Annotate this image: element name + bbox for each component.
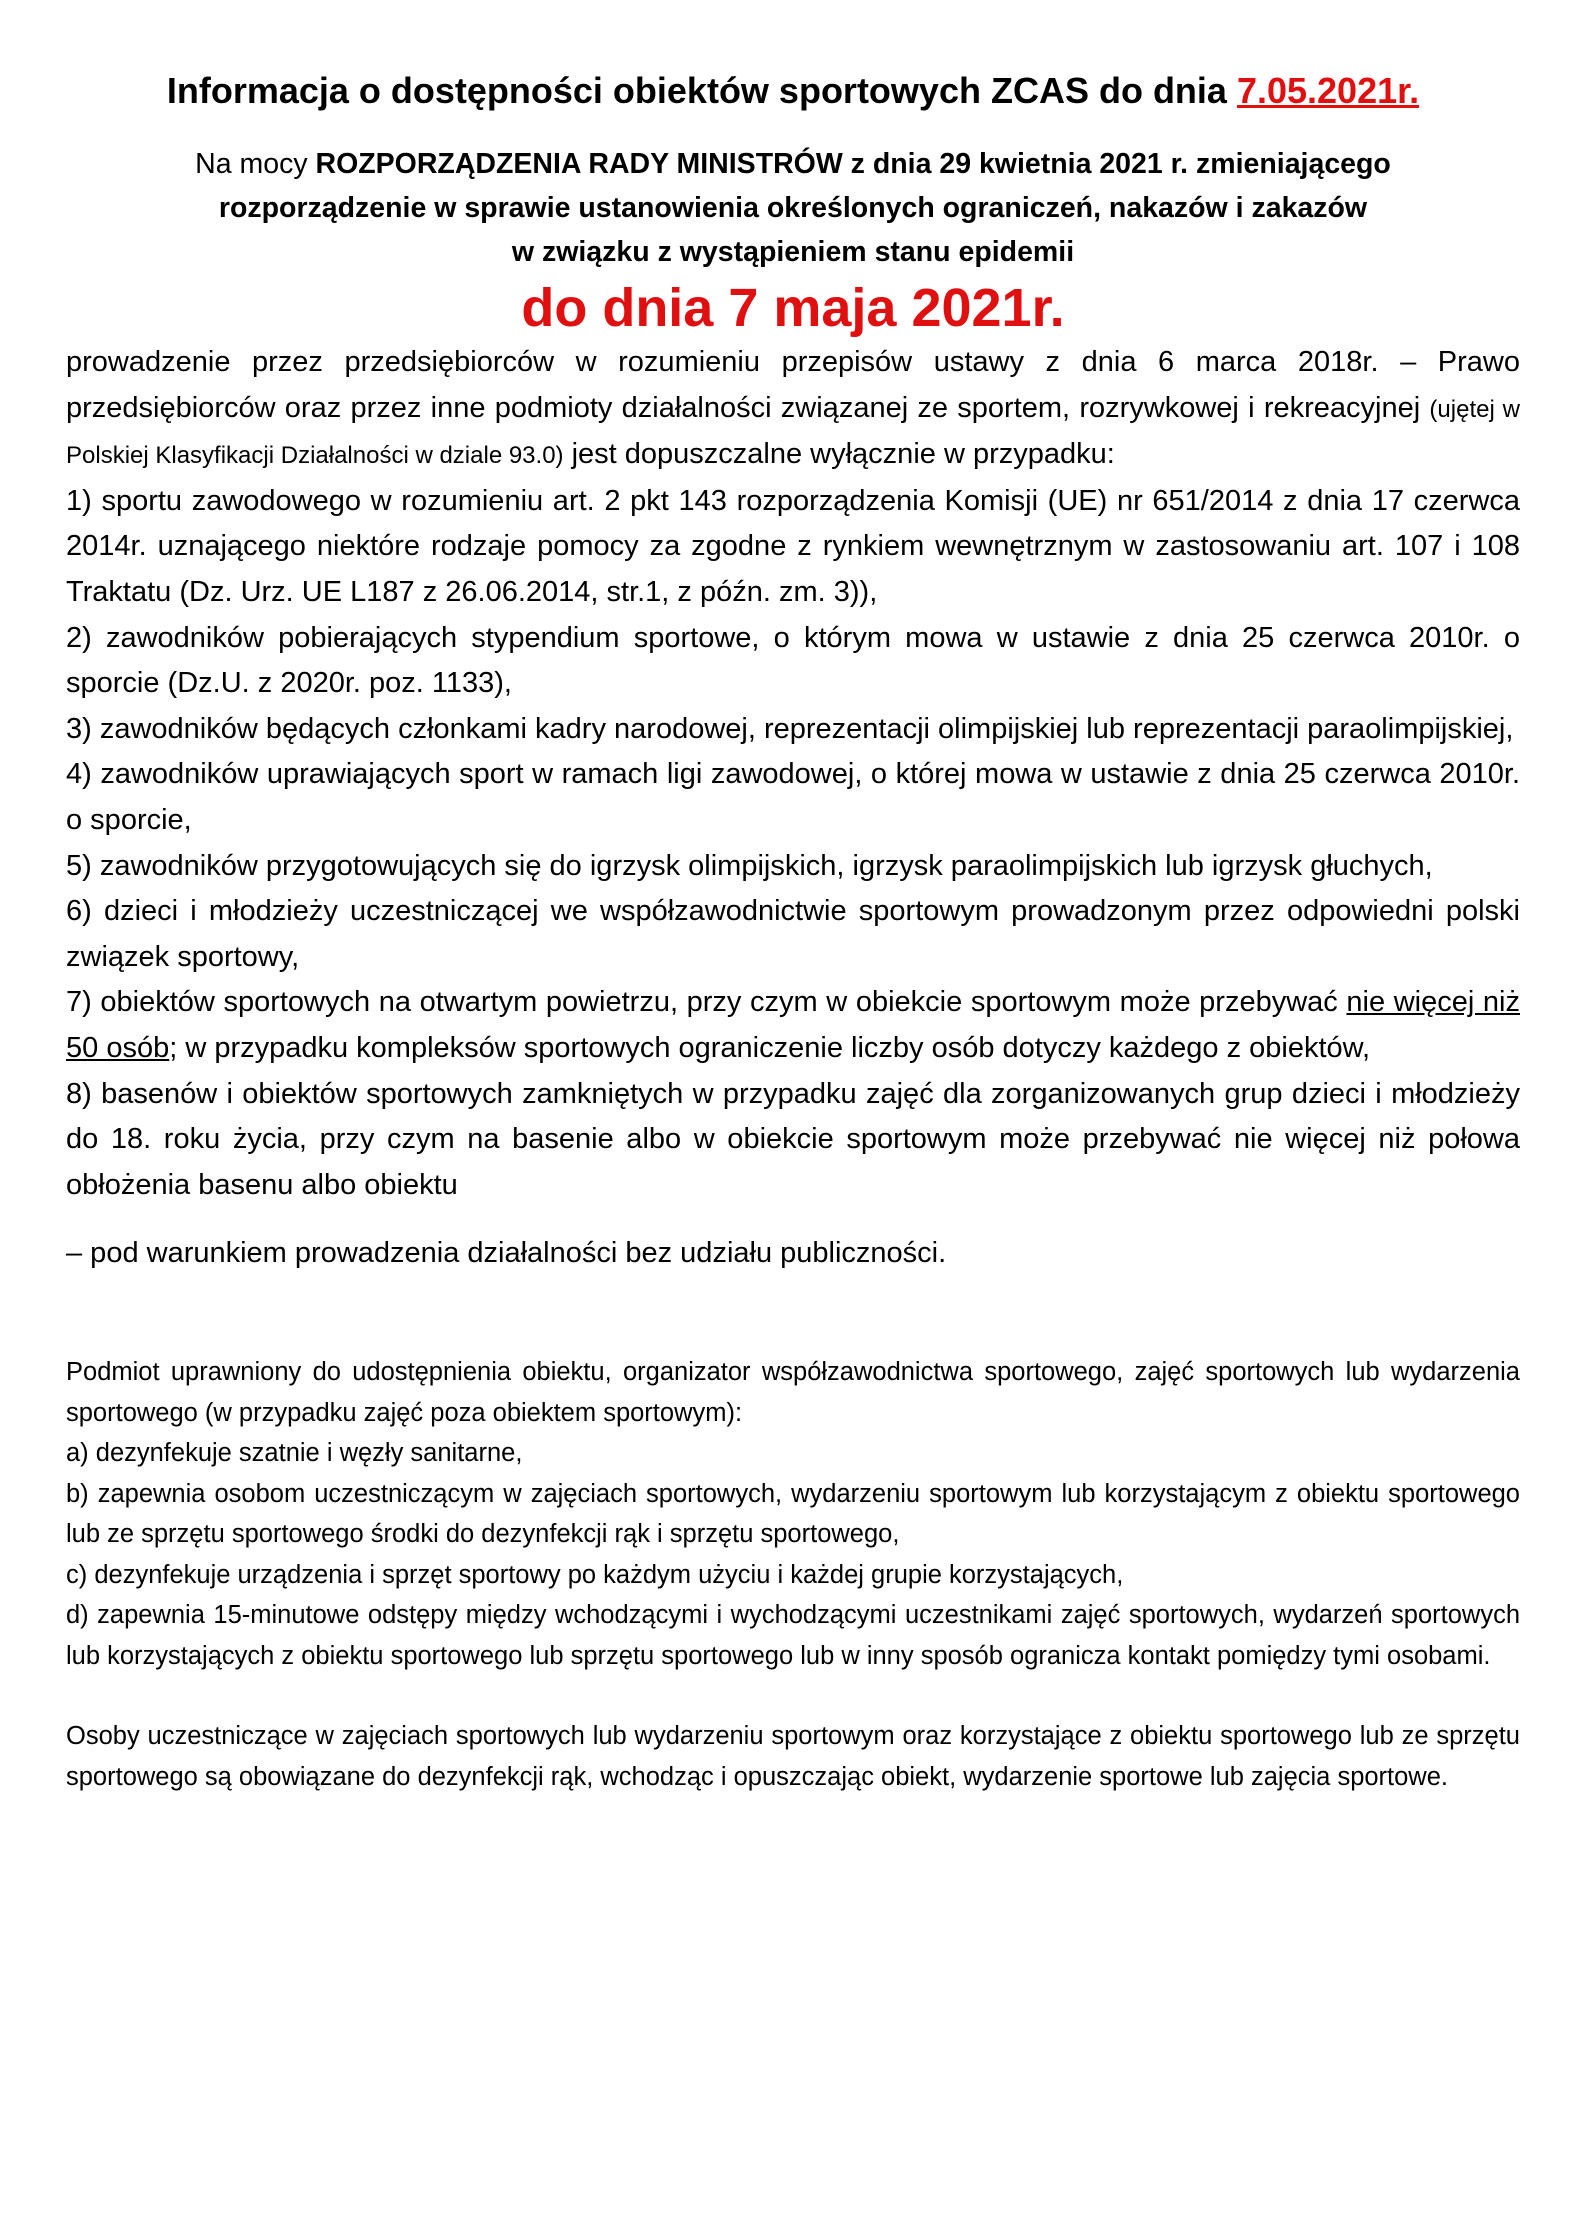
intro-line-3: w związku z wystąpieniem stanu epidemii: [511, 236, 1075, 268]
list-item-7: [66, 980, 1520, 1071]
sanitary-item-d: d) zapewnia 15-minutowe odstępy między wchodzącymi i wychodzącymi uczestnikami zajęć sportowych, wydarzeń sportowych lub korzystających z obiektu sportowego lub sprzętu sportowego lub w inny sposób ogranicza kontakt pomiędzy tymi osobami.: [66, 1601, 1520, 1670]
list-item-5: 5) zawodników przygotowujących się do igrzysk olimpijskich, igrzysk paraolimpijskich lub igrzysk głuchych,: [66, 849, 1433, 882]
intro-line-1-plain: Na mocy: [195, 148, 316, 180]
list-item-1: 1) sportu zawodowego w rozumieniu art. 2 pkt 143 rozporządzenia Komisji (UE) nr 651/2014 z dnia 17 czerwca 2014r. uznającego niektóre rodzaje pomocy za zgodne z rynkiem wewnętrznym w zastosowaniu art. 107 i 108 Traktatu (Dz. Urz. UE L187 z 26.06.2014, str.1, z późn. zm. 3)),: [66, 484, 1520, 608]
sanitary-lead: Podmiot uprawniony do udostępnienia obiektu, organizator współzawodnictwa sportowego, zajęć sportowych lub wydarzenia sportowego (w przypadku zajęć poza obiektem sportowym):: [66, 1358, 1520, 1427]
list-item-8: 8) basenów i obiektów sportowych zamkniętych w przypadku zajęć dla zorganizowanych grup dzieci i młodzieży do 18. roku życia, przy czym na basenie albo w obiekcie sportowym może przebywać nie więcej niż połowa obłożenia basenu albo obiektu: [66, 1077, 1520, 1201]
regulation-intro: [66, 142, 1520, 274]
sanitary-obligations: [66, 1352, 1520, 1676]
main-lead-small: (ujętej w Polskiej Klasyfikacji Działalności w dziale 93.0): [66, 395, 1520, 470]
list-item-7-part-2: ; w przypadku kompleksów sportowych ograniczenie liczby osób dotyczy każdego z obiektów,: [169, 1031, 1371, 1064]
intro-line-1: [66, 142, 1520, 186]
closing-condition: – pod warunkiem prowadzenia działalności bez udziału publiczności.: [66, 1237, 947, 1270]
list-item-7-part-1: 7) obiektów sportowych na otwartym powietrzu, przy czym w obiekcie sportowym może przebywać: [66, 986, 1347, 1019]
list-item-2: 2) zawodników pobierających stypendium sportowe, o którym mowa w ustawie z dnia 25 czerwca 2010r. o sporcie (Dz.U. z 2020r. poz. 1133),: [66, 621, 1520, 700]
title-date: 7.05.2021r.: [1236, 70, 1420, 111]
document-content: [66, 68, 1520, 1797]
participant-obligations: Osoby uczestniczące w zajęciach sportowych lub wydarzeniu sportowym oraz korzystające z obiektu sportowego lub ze sprzętu sportowego są obowiązane do dezynfekcji rąk, wchodząc i opuszczając obiekt, wydarzenie sportowe lub zajęcia sportowe.: [66, 1722, 1520, 1791]
title-prefix: Informacja o dostępności obiektów sportowych ZCAS do dnia: [166, 70, 1237, 111]
deadline-heading: do dnia 7 maja 2021r.: [521, 278, 1065, 338]
main-provisions: [66, 340, 1520, 1208]
sanitary-item-c: c) dezynfekuje urządzenia i sprzęt sportowy po każdym użyciu i każdej grupie korzystających,: [66, 1560, 1124, 1589]
main-lead-part-2: jest dopuszczalne wyłącznie w przypadku:: [563, 438, 1115, 471]
sanitary-item-b: b) zapewnia osobom uczestniczącym w zajęciach sportowych, wydarzeniu sportowym lub korzystającym z obiektu sportowego lub ze sprzętu sportowego środki do dezynfekcji rąk i sprzętu sportowego,: [66, 1479, 1520, 1549]
intro-line-2: rozporządzenie w sprawie ustanowienia określonych ograniczeń, nakazów i zakazów: [218, 192, 1368, 224]
list-item-7-underlined: nie więcej niż 50 osób: [66, 986, 1520, 1064]
list-item-3: 3) zawodników będących członkami kadry narodowej, reprezentacji olimpijskiej lub reprezentacji paraolimpijskiej,: [66, 712, 1514, 745]
sanitary-item-a: a) dezynfekuje szatnie i węzły sanitarne,: [66, 1439, 523, 1468]
main-lead-part-1: prowadzenie przez przedsiębiorców w rozumieniu przepisów ustawy z dnia 6 marca 2018r. – Prawo przedsiębiorców oraz przez inne podmioty działalności związanej ze sportem, rozrywkowej i rekreacyjnej: [66, 346, 1520, 424]
list-item-6: 6) dzieci i młodzieży uczestniczącej we współzawodnictwie sportowym prowadzonym przez odpowiedni polski związek sportowy,: [66, 895, 1520, 973]
main-lead: [66, 340, 1520, 479]
list-item-4: 4) zawodników uprawiających sport w ramach ligi zawodowej, o której mowa w ustawie z dnia 25 czerwca 2010r. o sporcie,: [66, 758, 1520, 836]
intro-line-1-bold: ROZPORZĄDZENIA RADY MINISTRÓW z dnia 29 kwietnia 2021 r. zmieniającego: [315, 148, 1391, 180]
document-title: [66, 68, 1520, 114]
